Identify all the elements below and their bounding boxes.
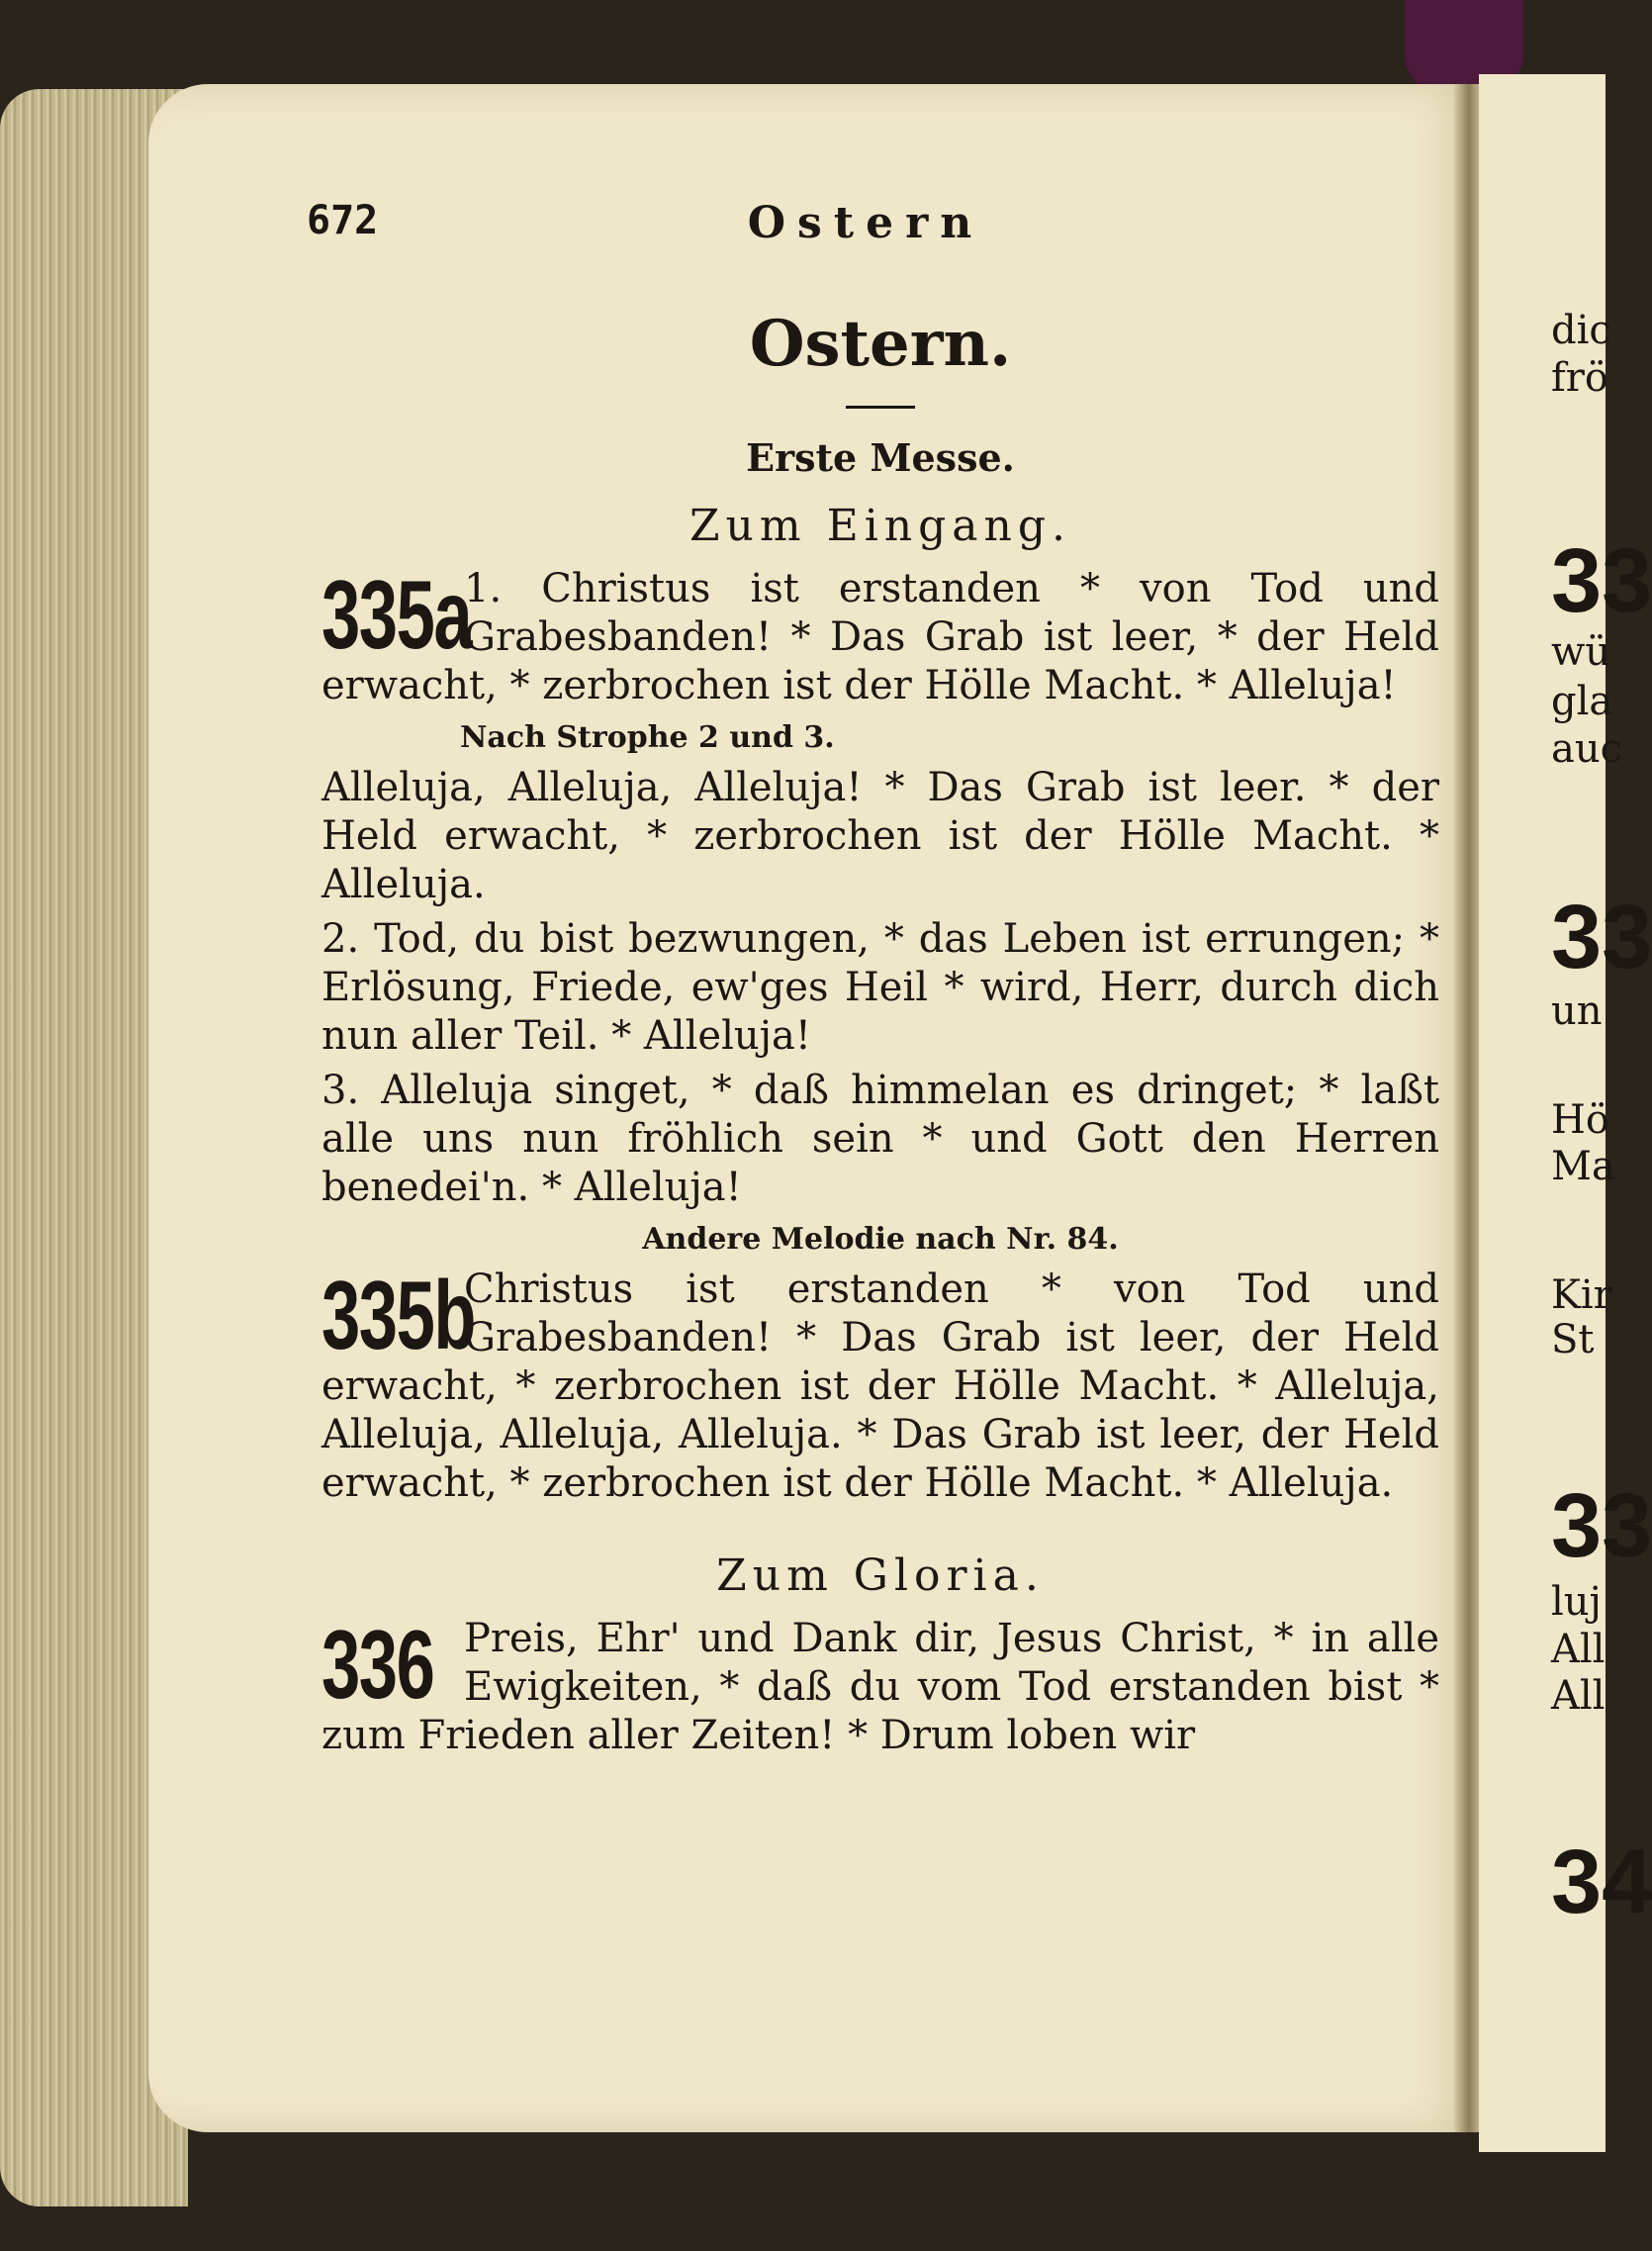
page-number: 672 xyxy=(307,198,379,243)
title-divider xyxy=(846,406,915,409)
right-fragment: wü xyxy=(1551,629,1610,675)
right-fragment: Kir xyxy=(1551,1272,1612,1318)
hymn-number: 335a xyxy=(321,560,472,669)
right-fragment: All xyxy=(1551,1627,1606,1672)
hymn-335b xyxy=(321,1261,1439,1508)
page-content xyxy=(321,302,1439,1760)
right-fragment: dic xyxy=(1551,308,1611,353)
refrain-note: Nach Strophe 2 und 3. xyxy=(460,720,835,755)
hymn-number: 335b xyxy=(321,1261,476,1369)
hymn-number: 336 xyxy=(321,1610,434,1719)
hymn-336 xyxy=(321,1610,1439,1760)
part-heading-gloria: Zum Gloria. xyxy=(716,1550,1045,1601)
hymn-text: Christus ist erstanden * von Tod und Grabesbanden! * Das Grab ist leer, der Held erwacht, * zerbrochen ist der Hölle Macht. * Alleluja, Alleluja, Alleluja, Alleluja. * Das Grab ist leer, der Held erwacht, * zerbrochen ist der Hölle Macht. * Alleluja. xyxy=(321,1266,1439,1506)
running-title: Ostern xyxy=(747,198,984,248)
right-fragment: All xyxy=(1551,1673,1606,1719)
right-fragment: gla xyxy=(1551,679,1613,724)
hymn-refrain: Alleluja, Alleluja, Alleluja! * Das Grab ist leer. * der Held erwacht, * zerbrochen ist der Hölle Macht. * Alleluja. xyxy=(321,765,1439,907)
section-title: Ostern. xyxy=(749,307,1012,381)
right-hymn-number: 33 xyxy=(1551,1475,1652,1576)
right-fragment: un xyxy=(1551,988,1603,1034)
hymn-verse-3: 3. Alleluja singet, * daß himmelan es dringet; * laßt alle uns nun fröhlich sein * und Gott den Herren benedei'n. * Alleluja! xyxy=(321,1068,1439,1210)
hymn-verse-1: 1. Christus ist erstanden * von Tod und Grabesbanden! * Das Grab ist leer, * der Held erwacht, * zerbrochen ist der Hölle Macht. * Alleluja! xyxy=(321,566,1439,708)
melody-note: Andere Melodie nach Nr. 84. xyxy=(642,1222,1119,1257)
hymn-verse-2: 2. Tod, du bist bezwungen, * das Leben ist errungen; * Erlösung, Friede, ew'ges Heil * wird, Herr, durch dich nun aller Teil. * Alleluja! xyxy=(321,916,1439,1059)
right-fragment: St xyxy=(1551,1317,1595,1362)
right-hymn-number: 34 xyxy=(1551,1831,1652,1932)
page-header xyxy=(307,198,1424,257)
hymn-text: Preis, Ehr' und Dank dir, Jesus Christ, * in alle Ewigkeiten, * daß du vom Tod erstanden bist * zum Frieden aller Zeiten! * Drum loben wir xyxy=(321,1616,1439,1758)
section-subtitle: Erste Messe. xyxy=(746,435,1015,480)
right-hymn-number: 33 xyxy=(1551,887,1652,987)
right-fragment: Hö xyxy=(1551,1097,1609,1143)
right-fragment: frö xyxy=(1551,355,1609,401)
right-fragment: Ma xyxy=(1551,1144,1615,1189)
right-hymn-number: 33 xyxy=(1551,530,1652,631)
right-fragment: auc xyxy=(1551,726,1623,772)
part-heading-entrance: Zum Eingang. xyxy=(688,501,1072,551)
hymn-335a xyxy=(321,560,1439,710)
right-fragment: luj xyxy=(1551,1579,1602,1625)
